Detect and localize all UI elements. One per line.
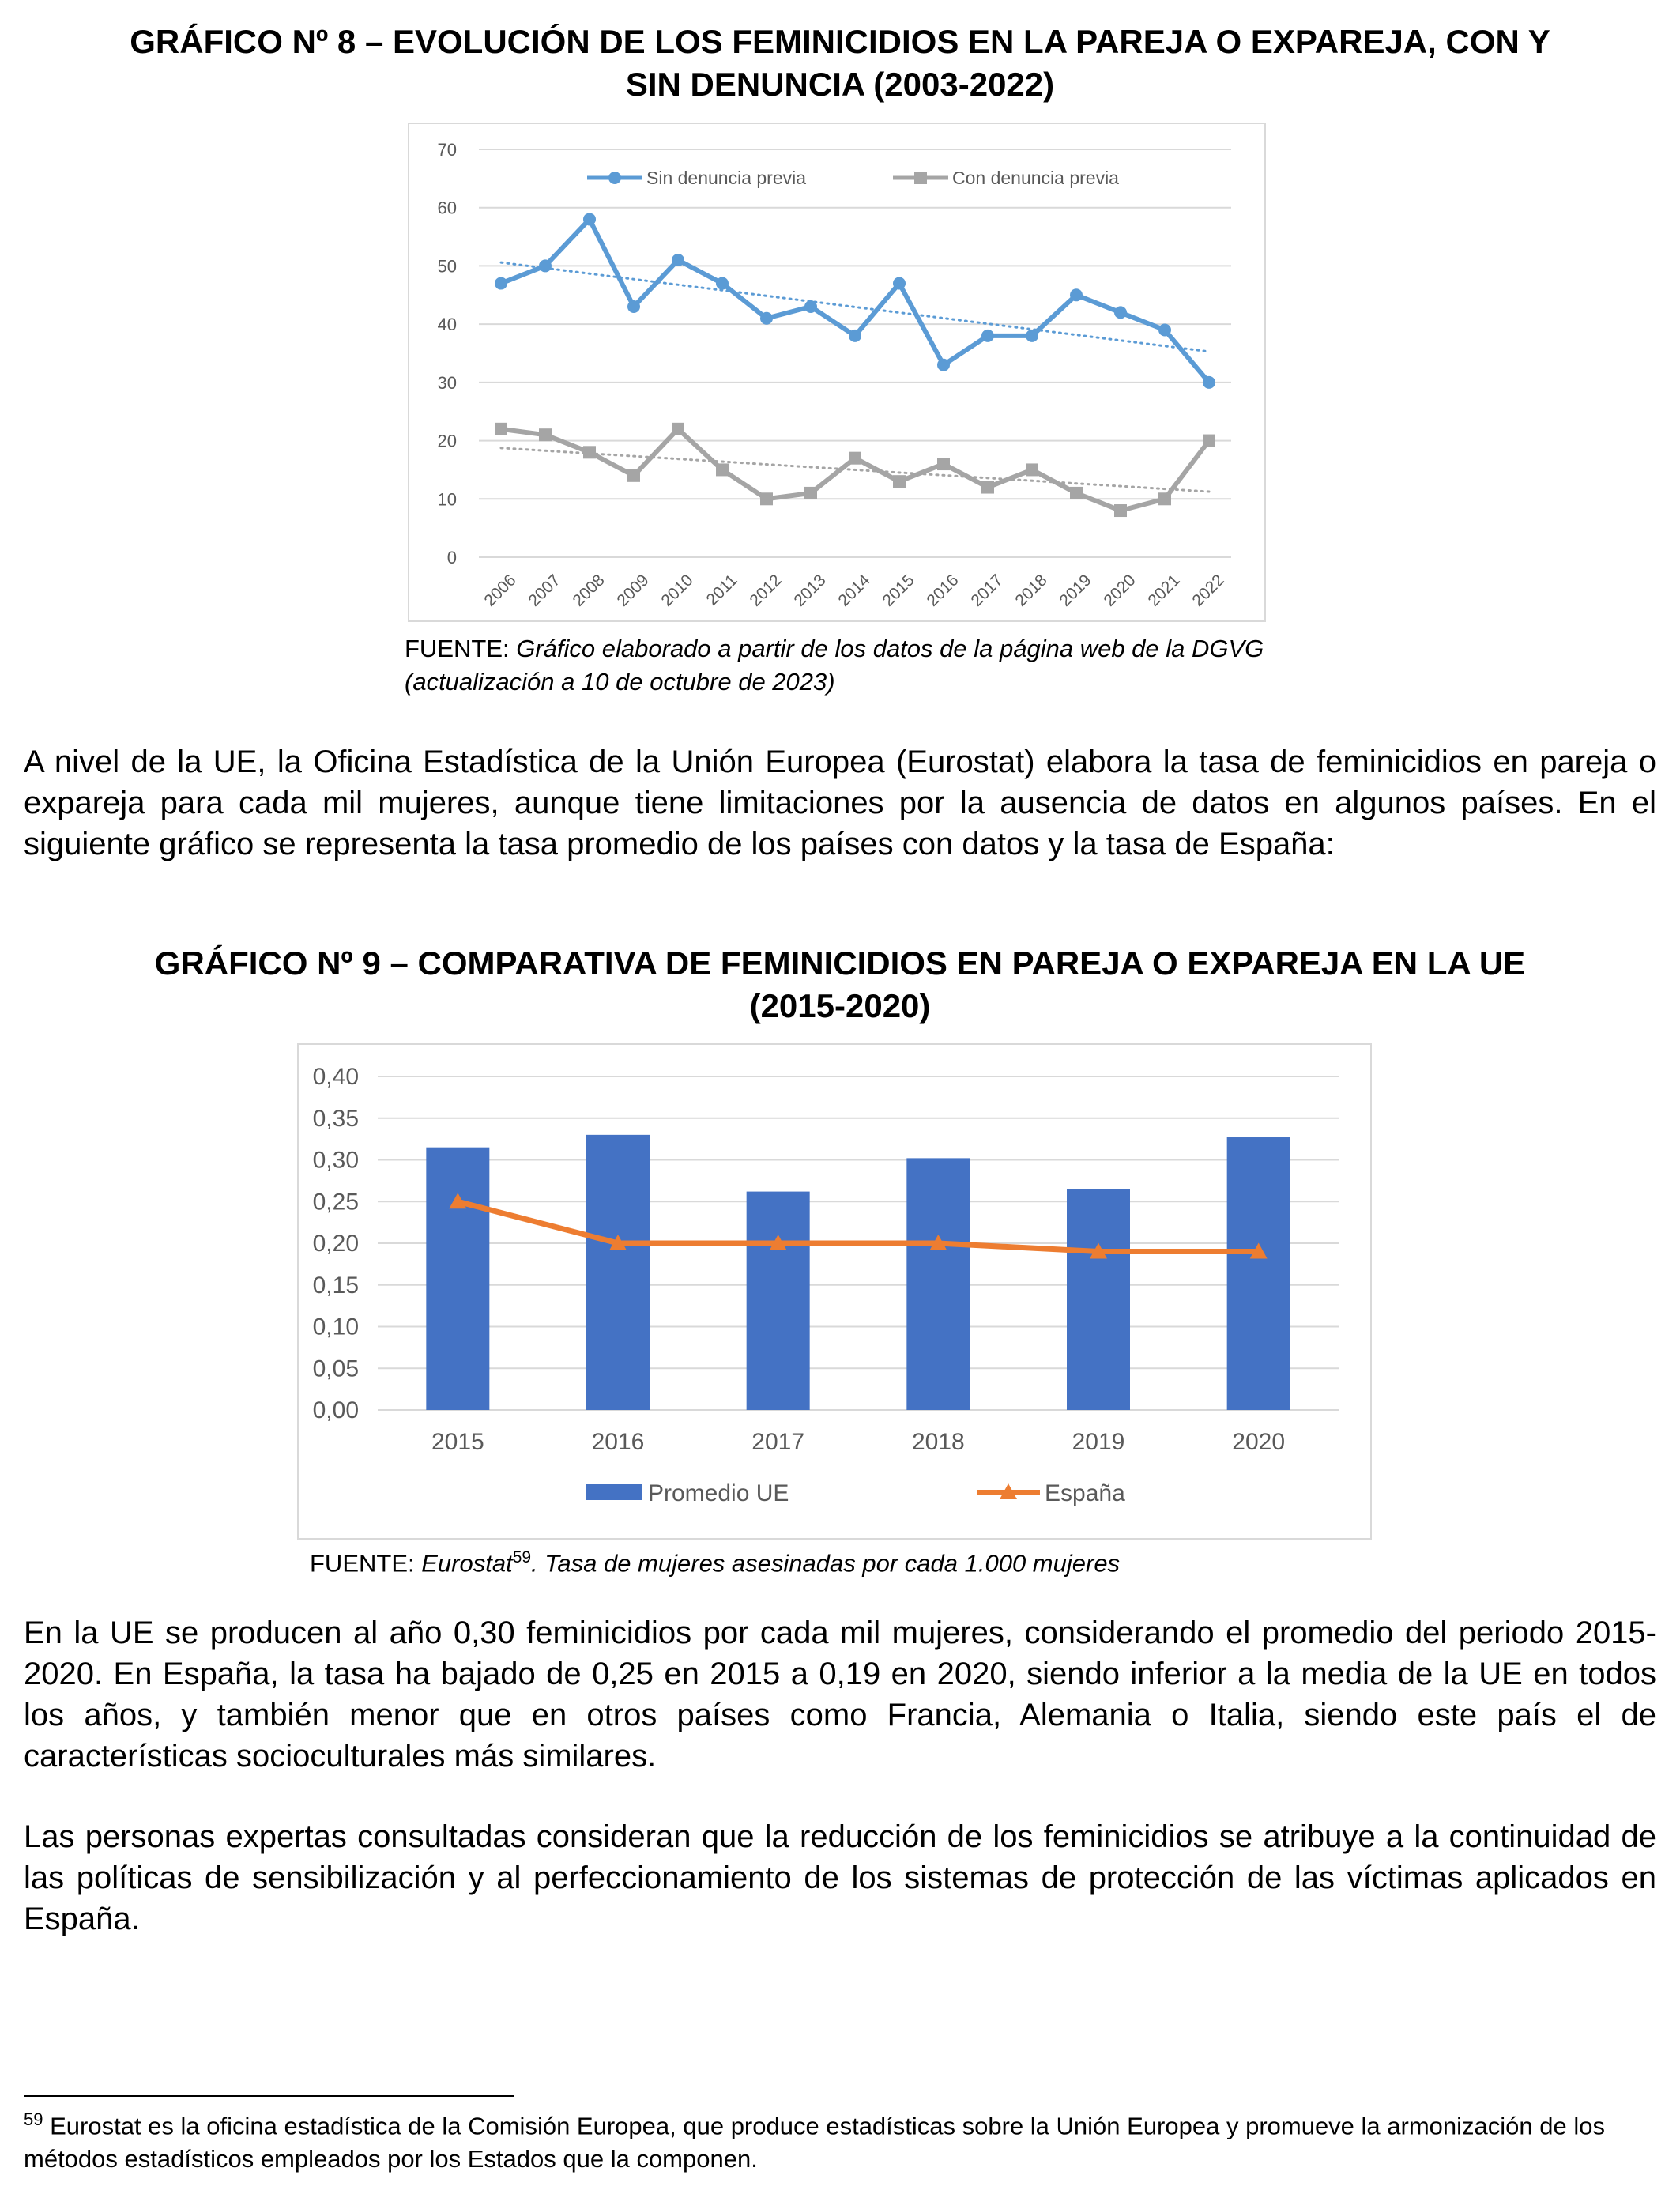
chart8-x-tick-label: 2008 [569, 571, 608, 610]
chart8-data-point [716, 463, 729, 476]
chart8-legend-marker-sin [608, 172, 621, 184]
chart8-y-tick-label: 20 [437, 431, 457, 451]
chart8-series-line [501, 219, 1209, 382]
chart9-x-tick-label: 2015 [431, 1429, 484, 1455]
chart8-y-tick-label: 40 [437, 315, 457, 335]
footnote-text: Eurostat es la oficina estadística de la Comisión Europea, que produce estadísticas sobre la Unión Europea y promueve la armonización de los métodos estadísticos empleados por los Estados que la componen. [24, 2112, 1605, 2173]
chart9-x-tick-label: 2017 [751, 1429, 805, 1455]
chart8-data-point [672, 254, 684, 266]
chart9-svg [299, 1045, 1370, 1538]
chart8-data-point [1026, 463, 1038, 476]
chart9-x-tick-label: 2019 [1072, 1429, 1125, 1455]
chart8-x-tick-label: 2014 [834, 571, 874, 610]
chart8-title-line2: SIN DENUNCIA (2003-2022) [625, 66, 1055, 103]
chart9-source-eurostat: Eurostat [421, 1549, 513, 1578]
chart8-box [408, 123, 1266, 622]
chart8-data-point [760, 312, 773, 325]
chart9-legend-label-espana: España [1045, 1480, 1125, 1506]
chart8-y-tick-label: 60 [437, 198, 457, 218]
chart8-x-tick-label: 2006 [480, 571, 520, 610]
chart8-source [405, 632, 1264, 699]
chart8-data-point [893, 277, 906, 290]
chart8-data-point [1070, 487, 1083, 499]
chart8-data-point [1203, 435, 1215, 447]
chart8-data-point [981, 481, 994, 494]
chart8-data-point [1158, 492, 1171, 505]
chart9-legend-swatch-promedio [586, 1484, 642, 1500]
chart8-source-prefix: FUENTE: [405, 635, 517, 662]
chart8-x-tick-label: 2015 [879, 571, 918, 610]
chart8-data-point [495, 423, 507, 435]
chart8-x-tick-label: 2019 [1056, 571, 1095, 610]
chart9-bar [1227, 1137, 1290, 1410]
chart8-y-tick-label: 10 [437, 489, 457, 510]
chart8-y-tick-label: 70 [437, 140, 457, 160]
chart8-legend-marker-con [914, 172, 927, 184]
chart8-data-point [893, 475, 906, 488]
chart9-legend-label-promedio: Promedio UE [648, 1480, 789, 1506]
chart9-title-line2: (2015-2020) [749, 987, 931, 1024]
chart9-bar [906, 1158, 970, 1410]
chart8-data-point [1070, 288, 1083, 301]
chart9-y-tick-label: 0,15 [312, 1272, 359, 1299]
footnote-number: 59 [24, 2109, 43, 2129]
chart8-data-point [539, 259, 552, 272]
chart8-data-point [804, 487, 817, 499]
chart9-y-tick-label: 0,00 [312, 1397, 359, 1423]
chart8-x-tick-label: 2020 [1100, 571, 1139, 610]
chart8-data-point [627, 469, 640, 482]
chart9-bar [586, 1135, 650, 1410]
chart8-data-point [1114, 504, 1127, 517]
chart9-x-tick-label: 2016 [591, 1429, 645, 1455]
chart9-y-tick-label: 0,25 [312, 1189, 359, 1216]
chart8-legend-label-sin: Sin denuncia previa [646, 168, 807, 188]
chart8-x-tick-label: 2007 [525, 571, 564, 610]
footnote [24, 2103, 1656, 2176]
chart9-source-footnote-ref[interactable]: 59 [512, 1548, 532, 1566]
chart8-data-point [849, 452, 861, 465]
chart8-legend-label-con: Con denuncia previa [952, 168, 1119, 188]
chart9-title-line1: GRÁFICO Nº 9 – COMPARATIVA DE FEMINICIDIOS EN PAREJA O EXPAREJA EN LA UE [154, 944, 1526, 982]
chart9-y-tick-label: 0,40 [312, 1064, 359, 1090]
paragraph-eurostat-intro: A nivel de la UE, la Oficina Estadística de la Unión Europea (Eurostat) elabora la tasa de feminicidios en pareja o expareja para cada mil mujeres, aunque tiene limitaciones por la ausencia de datos en algunos países. En el siguiente gráfico se representa la tasa promedio de los países con datos y la tasa de España: [24, 745, 1656, 861]
chart8-data-point [495, 277, 507, 290]
chart9-y-tick-label: 0,20 [312, 1231, 359, 1257]
chart8-data-point [760, 492, 773, 505]
chart9-title [24, 942, 1656, 1027]
chart9-bar [426, 1148, 489, 1410]
chart8-y-tick-label: 0 [446, 548, 457, 567]
chart9-y-tick-label: 0,35 [312, 1105, 359, 1132]
chart8-x-tick-label: 2012 [746, 571, 785, 610]
chart8-data-point [672, 423, 684, 435]
chart8-data-point [937, 458, 950, 470]
chart8-data-point [1114, 306, 1127, 319]
chart9-x-tick-label: 2020 [1232, 1429, 1286, 1455]
chart9-espana-line [458, 1201, 1258, 1251]
chart8-svg [409, 124, 1264, 620]
chart9-source-prefix: FUENTE: [310, 1549, 422, 1578]
footnote-separator [24, 2095, 514, 2097]
chart9-x-tick-label: 2018 [911, 1429, 965, 1455]
chart8-data-point [981, 330, 994, 342]
chart8-x-tick-label: 2016 [923, 571, 962, 610]
chart8-title-line1: GRÁFICO Nº 8 – EVOLUCIÓN DE LOS FEMINICIDIOS EN LA PAREJA O EXPAREJA, CON Y [130, 23, 1550, 60]
chart9-box [297, 1043, 1372, 1540]
chart8-data-point [1158, 324, 1171, 337]
chart8-x-tick-label: 2022 [1188, 571, 1228, 610]
chart8-data-point [937, 359, 950, 371]
paragraph-experts: Las personas expertas consultadas consideran que la reducción de los feminicidios se atribuye a la continuidad de las políticas de sensibilización y al perfeccionamiento de los sistemas de protección de las víctimas aplicados en España. [24, 1819, 1656, 1936]
chart8-data-point [1026, 330, 1038, 342]
chart8-data-point [804, 300, 817, 313]
chart8-data-point [583, 213, 596, 225]
chart8-x-tick-label: 2018 [1011, 571, 1051, 610]
chart8-data-point [716, 277, 729, 290]
chart9-bar [1067, 1189, 1130, 1410]
chart9-bar [747, 1192, 810, 1410]
chart8-title [24, 21, 1656, 106]
chart9-source-rest: . Tasa de mujeres asesinadas por cada 1.000 mujeres [531, 1549, 1121, 1578]
chart8-x-tick-label: 2013 [790, 571, 830, 610]
chart9-source [310, 1541, 1120, 1580]
chart8-x-tick-label: 2010 [657, 571, 697, 610]
chart9-y-tick-label: 0,05 [312, 1355, 359, 1382]
chart8-x-tick-label: 2011 [703, 571, 741, 609]
chart8-y-tick-label: 50 [437, 256, 457, 277]
chart8-data-point [583, 446, 596, 458]
paragraph-eu-rate: En la UE se producen al año 0,30 feminicidios por cada mil mujeres, considerando el promedio del periodo 2015-2020. En España, la tasa ha bajado de 0,25 en 2015 a 0,19 en 2020, siendo inferior a la media de la UE en todos los años, y también menor que en otros países como Francia, Alemania o Italia, siendo este país el de características socioculturales más similares. [24, 1615, 1656, 1774]
chart8-data-point [849, 330, 861, 342]
chart9-y-tick-label: 0,10 [312, 1314, 359, 1340]
chart9-y-tick-label: 0,30 [312, 1147, 359, 1174]
chart8-x-tick-label: 2009 [613, 571, 653, 610]
chart8-x-tick-label: 2017 [967, 571, 1007, 610]
chart8-y-tick-label: 30 [437, 372, 457, 393]
chart8-x-tick-label: 2021 [1144, 571, 1184, 610]
chart8-source-line2: (actualización a 10 de octubre de 2023) [405, 668, 835, 696]
chart8-data-point [627, 300, 640, 313]
chart8-data-point [539, 428, 552, 441]
chart8-data-point [1203, 376, 1215, 389]
chart8-source-line1: Gráfico elaborado a partir de los datos de la página web de la DGVG [516, 635, 1264, 662]
